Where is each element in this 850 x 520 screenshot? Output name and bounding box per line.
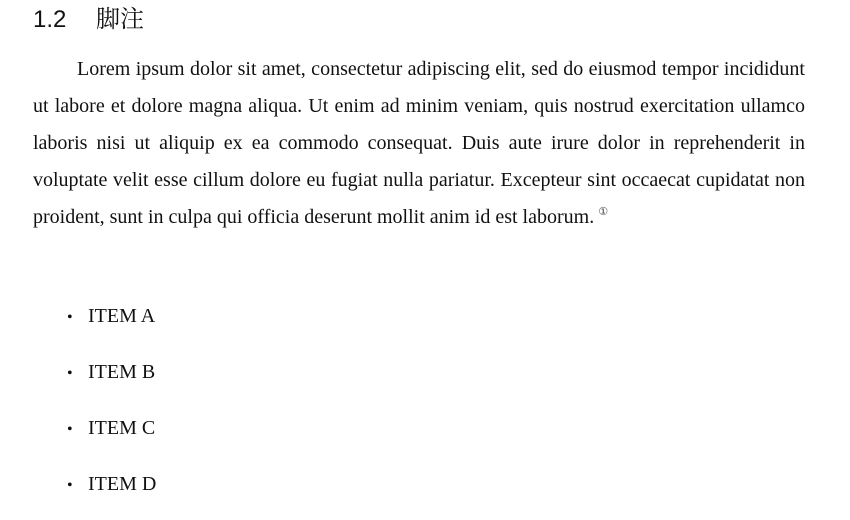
footnote-marker[interactable]: ①	[598, 205, 609, 218]
bullet-icon: •	[67, 477, 73, 494]
section-heading	[33, 4, 144, 36]
list-item-label: ITEM D	[88, 473, 157, 495]
item-list	[67, 296, 156, 520]
section-number: 1.2	[33, 6, 67, 33]
list-item	[67, 464, 156, 520]
section-title: 脚注	[96, 6, 144, 33]
list-item	[67, 408, 156, 464]
list-item-label: ITEM B	[88, 361, 156, 383]
bullet-icon: •	[67, 309, 73, 326]
bullet-icon: •	[67, 365, 73, 382]
list-item-label: ITEM A	[88, 305, 156, 327]
list-item	[67, 352, 156, 408]
list-item-label: ITEM C	[88, 417, 156, 439]
list-item	[67, 296, 156, 352]
body-paragraph	[33, 51, 805, 236]
paragraph-text: Lorem ipsum dolor sit amet, consectetur adipiscing elit, sed do eiusmod tempor incididunt ut labore et dolore magna aliqua. Ut enim ad minim veniam, quis nostrud exercitation ullamco laboris nisi ut aliquip ex ea commodo consequat. Duis aute irure dolor in reprehenderit in voluptate velit esse cillum dolore eu fugiat nulla pariatur. Excepteur sint occaecat cupidatat non proident, sunt in culpa qui officia deserunt mollit anim id est laborum.	[33, 58, 805, 228]
bullet-icon: •	[67, 421, 73, 438]
